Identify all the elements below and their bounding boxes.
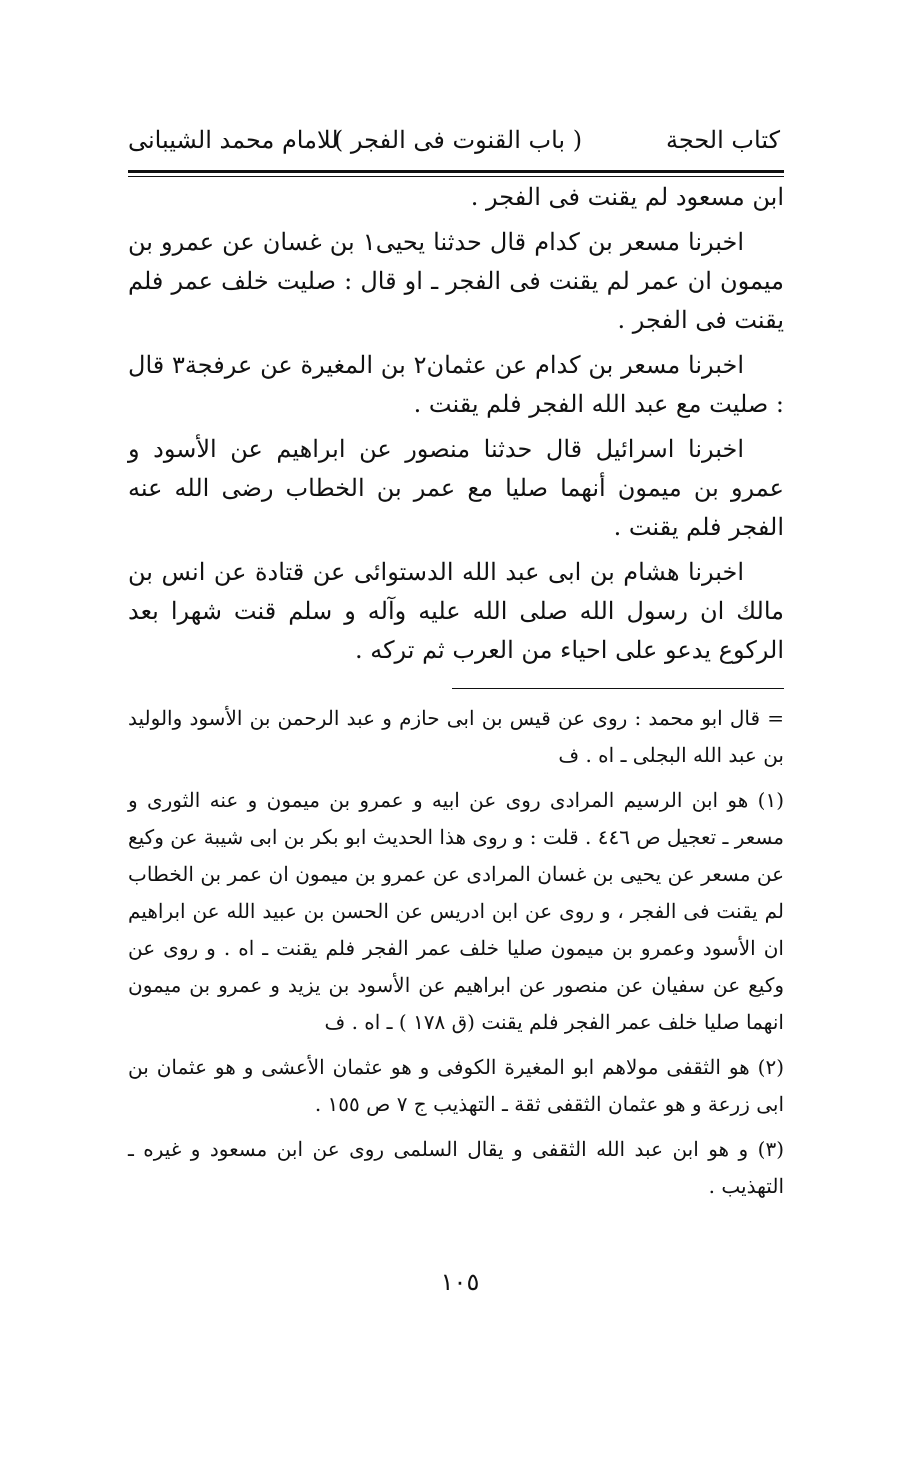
text-paragraph: اخبرنا اسرائيل قال حدثنا منصور عن ابراهيم عن الأسود و عمرو بن ميمون أنهما صليا مع عمر بن الخطاب رضى الله عنه الفجر فلم يقنت . bbox=[128, 435, 784, 541]
running-header bbox=[128, 118, 788, 162]
page-number: ١٠٥ bbox=[440, 1268, 480, 1296]
text-paragraph: اخبرنا مسعر بن كدام قال حدثنا يحيى١ بن غسان عن عمرو بن ميمون ان عمر لم يقنت فى الفجر ـ او قال : صليت خلف عمر فلم يقنت فى الفجر . bbox=[128, 228, 784, 334]
header-rule-thin bbox=[128, 176, 784, 177]
header-book-title: كتاب الحجة bbox=[665, 126, 780, 154]
text-paragraph: اخبرنا هشام بن ابى عبد الله الدستوائى عن قتادة عن انس بن مالك ان رسول الله صلى الله عليه وآله و سلم قنت شهرا بعد الركوع يدعو على احياء من العرب ثم تركه . bbox=[128, 558, 784, 664]
header-rule bbox=[128, 170, 784, 173]
footnote: (١) هو ابن الرسيم المرادى روى عن ابيه و عمرو بن ميمون و عنه الثورى و مسعر ـ تعجيل ص ٤٤٦ . قلت : و روى هذا الحديث ابو بكر بن ابى شيبة عن وكيع عن مسعر عن يحيى بن غسان المرادى عن عمرو بن ميمون ان عمر بن الخطاب لم يقنت فى الفجر ، و روى عن ابن ادريس عن الحسن بن عبيد الله عن ابراهيم ان الأسود وعمرو بن ميمون صليا خلف عمر الفجر فلم يقنت ـ اه . و روى عن وكيع عن سفيان عن منصور عن ابراهيم عن الأسود بن يزيد و عمرو بن ميمون انهما صليا خلف عمر الفجر فلم يقنت (ق ١٧٨ ) ـ اه . ف bbox=[128, 788, 784, 1034]
footnote: = قال ابو محمد : روى عن قيس بن ابى حازم و عبد الرحمن بن الأسود والوليد بن عبد الله البجلى ـ اه . ف bbox=[128, 706, 784, 767]
footnotes bbox=[128, 700, 784, 1213]
footnote-separator bbox=[452, 688, 784, 689]
footnote: (٣) و هو ابن عبد الله الثقفى و يقال السلمى روى عن ابن مسعود و غيره ـ التهذيب . bbox=[128, 1137, 784, 1198]
main-text bbox=[128, 178, 784, 676]
footnote: (٢) هو الثقفى مولاهم ابو المغيرة الكوفى و هو عثمان الأعشى و هو عثمان بن ابى زرعة و هو عثمان الثقفى ثقة ـ التهذيب ج ٧ ص ١٥٥ . bbox=[128, 1055, 784, 1116]
header-author: للامام محمد الشيبانى bbox=[128, 126, 339, 154]
text-paragraph: اخبرنا مسعر بن كدام عن عثمان٢ بن المغيرة عن عرفجة٣ قال : صليت مع عبد الله الفجر فلم يقنت . bbox=[128, 351, 784, 418]
header-chapter-title: ( باب القنوت فى الفجر ) bbox=[333, 126, 583, 154]
text-paragraph: ابن مسعود لم يقنت فى الفجر . bbox=[470, 183, 784, 211]
